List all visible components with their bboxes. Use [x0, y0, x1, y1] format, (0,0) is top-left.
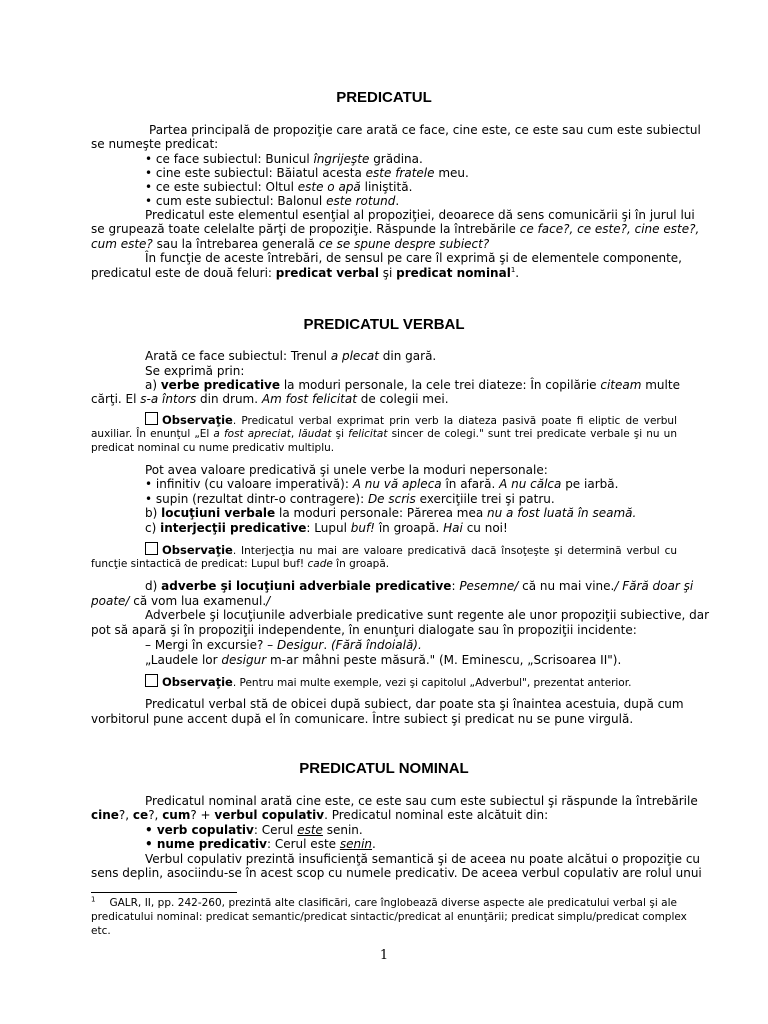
- paragraph-line: Arată ce face subiectul: Trenul a plecat din gară.: [145, 349, 437, 363]
- paragraph-line: cărţi. El s-a întors din drum. Am fost felicitat de colegii mei.: [91, 392, 449, 406]
- paragraph-line: se grupează toate celelalte părţi de propoziţie. Răspunde la întrebările ce face?, ce este?, cine este?,: [91, 222, 700, 236]
- list-item: • cine este subiectul: Băiatul acesta este fratele meu.: [145, 166, 469, 180]
- list-item: c) interjecţii predicative: Lupul buf! în groapă. Hai cu noi!: [145, 521, 508, 535]
- paragraph-line: Predicatul nominal arată cine este, ce este sau cum este subiectul şi răspunde la întrebările: [145, 794, 698, 808]
- list-item: • supin (rezultat dintr-o contragere): De scris exerciţiile trei şi patru.: [145, 492, 555, 506]
- footnote-line: $^1$ GALR, II, pp. 242-260, prezintă alte clasificări, care înglobează diverse aspecte ale predicatului verbal şi ale: [91, 895, 677, 909]
- footnote-mark: 1: [91, 895, 96, 904]
- footnote-ref[interactable]: 1: [510, 266, 516, 274]
- paragraph-line: Verbul copulativ prezintă insuficienţă semantică şi de aceea nu poate alcătui o propoziţie cu: [145, 852, 701, 866]
- observation-note: auxiliar. În enunţul „El a fost apreciat, lăudat şi felicitat sincer de colegi." sunt trei predicate verbale şi nu un: [91, 428, 677, 440]
- footnote-line: etc.: [91, 925, 111, 937]
- list-item: • ce face subiectul: Bunicul îngrijeşte grădina.: [145, 152, 423, 166]
- example-line: – Mergi în excursie? – Desigur. (Fără îndoială).: [145, 638, 422, 652]
- list-item: • ce este subiectul: Oltul este o apă liniştită.: [145, 180, 413, 194]
- observation-note: predicat nominal cu nume predicativ multiplu.: [91, 442, 335, 454]
- observation-note: Observaţie. Pentru mai multe exemple, vezi şi capitolul „Adverbul", prezentat anterior.: [145, 674, 631, 690]
- page-number: 1: [379, 948, 389, 963]
- footnote-line: predicatului nominal: predicat semantic/predicat sintactic/predicat al enunţării; predicat simplu/predicat complex: [91, 911, 687, 923]
- list-item: • verb copulativ: Cerul este senin.: [145, 823, 363, 837]
- checkbox-icon: [145, 412, 158, 425]
- list-item: d) adverbe şi locuţiuni adverbiale predicative: Pesemne/ că nu mai vine./ Fără doar şi: [145, 579, 694, 593]
- checkbox-icon: [145, 674, 158, 687]
- paragraph-line: cine?, ce?, cum? + verbul copulativ. Predicatul nominal este alcătuit din:: [91, 808, 549, 822]
- paragraph-line: În funcţie de aceste întrebări, de sensul pe care îl exprimă şi de elementele componente,: [145, 251, 682, 265]
- checkbox-icon: [145, 542, 158, 555]
- paragraph-line: a) verbe predicative la moduri personale, la cele trei diateze: În copilărie citeam multe: [145, 378, 680, 392]
- list-item: • nume predicativ: Cerul este senin.: [145, 837, 376, 851]
- section-heading-verbal: PREDICATUL VERBAL: [303, 316, 465, 333]
- list-item: • infinitiv (cu valoare imperativă): A nu vă apleca în afară. A nu călca pe iarbă.: [145, 477, 619, 491]
- paragraph-line: Adverbele şi locuţiunile adverbiale predicative sunt regente ale unor propoziţii subiective, dar: [145, 608, 710, 622]
- section-heading-nominal: PREDICATUL NOMINAL: [299, 760, 469, 777]
- paragraph-line: Pot avea valoare predicativă şi unele verbe la moduri nepersonale:: [145, 463, 548, 477]
- observation-note: funcţie sintactică de predicat: Lupul buf! cade în groapă.: [91, 558, 390, 570]
- list-item: poate/ că vom lua examenul./: [91, 594, 271, 608]
- observation-note: Observaţie. Predicatul verbal exprimat prin verb la diateza pasivă poate fi eliptic de verbul: [145, 412, 677, 428]
- paragraph-line: cum este? sau la întrebarea generală ce se spune despre subiect?: [91, 237, 490, 251]
- list-item: b) locuţiuni verbale la moduri personale: Părerea mea nu a fost luată în seamă.: [145, 506, 637, 520]
- page-title: PREDICATUL: [336, 89, 432, 106]
- footnote-divider: [91, 892, 237, 893]
- example-line: „Laudele lor desigur m-ar mâhni peste măsură." (M. Eminescu, „Scrisoarea II").: [145, 653, 622, 667]
- paragraph-line: vorbitorul pune accent după el în comunicare. Între subiect şi predicat nu se pune virgulă.: [91, 712, 634, 726]
- intro-paragraph-line: Partea principală de propoziţie care arată ce face, cine este, ce este sau cum este subiectul: [149, 123, 701, 137]
- paragraph-line: Se exprimă prin:: [145, 364, 245, 378]
- paragraph-line: sens deplin, asociindu-se în acest scop cu numele predicativ. De aceea verbul copulativ are rolul unui: [91, 866, 702, 880]
- paragraph-line: pot să apară şi în propoziţii independente, în enunţuri dialogate sau în propoziţii incidente:: [91, 623, 637, 637]
- intro-paragraph-line: se numeşte predicat:: [91, 137, 219, 151]
- paragraph-line: predicatul este de două feluri: predicat verbal şi predicat nominal$^1$.: [91, 266, 520, 280]
- observation-note: Observaţie. Interjecţia nu mai are valoare predicativă dacă însoţeşte şi determină verbul cu: [145, 542, 677, 558]
- list-item: • cum este subiectul: Balonul este rotund.: [145, 194, 400, 208]
- paragraph-line: Predicatul este elementul esenţial al propoziţiei, deoarece dă sens comunicării şi în jurul lui: [145, 208, 695, 222]
- paragraph-line: Predicatul verbal stă de obicei după subiect, dar poate sta şi înaintea acestuia, după cum: [145, 697, 684, 711]
